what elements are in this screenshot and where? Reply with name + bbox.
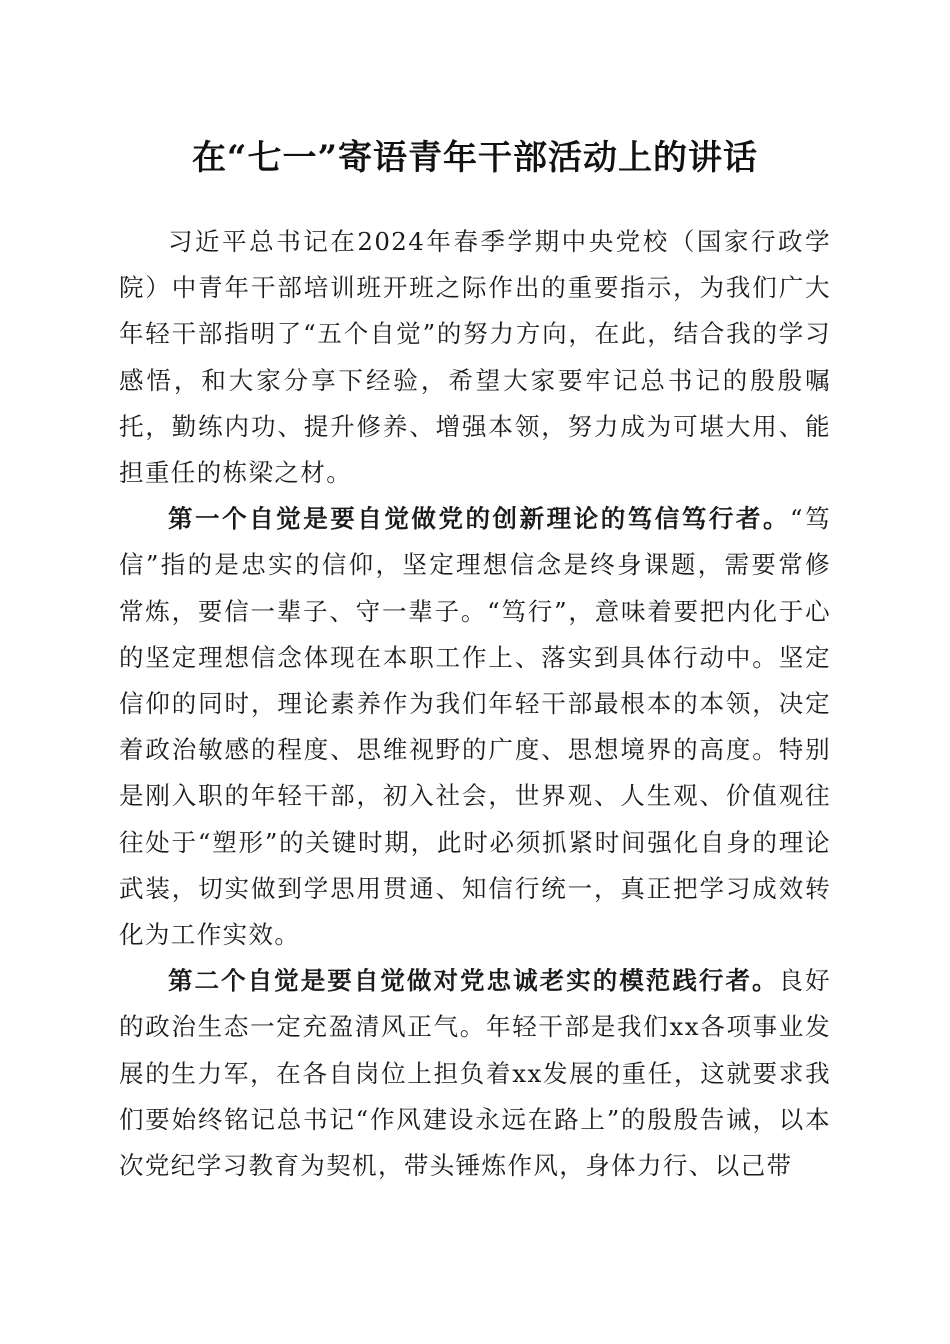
document-body xyxy=(119,219,831,1189)
paragraph-text: 习近平总书记在2024年春季学期中央党校（国家行政学院）中青年干部培训班开班之际作出的重要指示，为我们广大年轻干部指明了“五个自觉”的努力方向，在此，结合我的学习感悟，和大家分享下经验，希望大家要牢记总书记的殷殷嘱托，勤练内功、提升修养、增强本领，努力成为可堪大用、能担重任的栋梁之材。 xyxy=(119,227,831,488)
paragraph-second-consciousness xyxy=(119,958,831,1189)
document-title: 在“七一”寄语青年干部活动上的讲话 xyxy=(191,138,759,178)
paragraph-lead: 第二个自觉是要自觉做对党忠诚老实的模范践行者。 xyxy=(168,966,779,996)
paragraph-intro xyxy=(119,219,831,496)
paragraph-text: “笃信”指的是忠实的信仰，坚定理想信念是终身课题，需要常修常炼，要信一辈子、守一辈子。“笃行”，意味着要把内化于心的坚定理想信念体现在本职工作上、落实到具体行动中。坚定信仰的同时，理论素养作为我们年轻干部最根本的本领，决定着政治敏感的程度、思维视野的广度、思想境界的高度。特别是刚入职的年轻干部，初入社会，世界观、人生观、价值观往往处于“塑形”的关键时期，此时必须抓紧时间强化自身的理论武装，切实做到学思用贯通、知信行统一，真正把学习成效转化为工作实效。 xyxy=(119,504,832,950)
paragraph-text: 良好的政治生态一定充盈清风正气。年轻干部是我们xx各项事业发展的生力军，在各自岗位上担负着xx发展的重任，这就要求我们要始终铭记总书记“作风建设永远在路上”的殷殷告诫，以本次党纪学习教育为契机，带头锤炼作风，身体力行、以己带 xyxy=(119,966,831,1181)
paragraph-first-consciousness xyxy=(119,496,831,958)
paragraph-lead: 第一个自觉是要自觉做党的创新理论的笃信笃行者。 xyxy=(168,504,791,534)
